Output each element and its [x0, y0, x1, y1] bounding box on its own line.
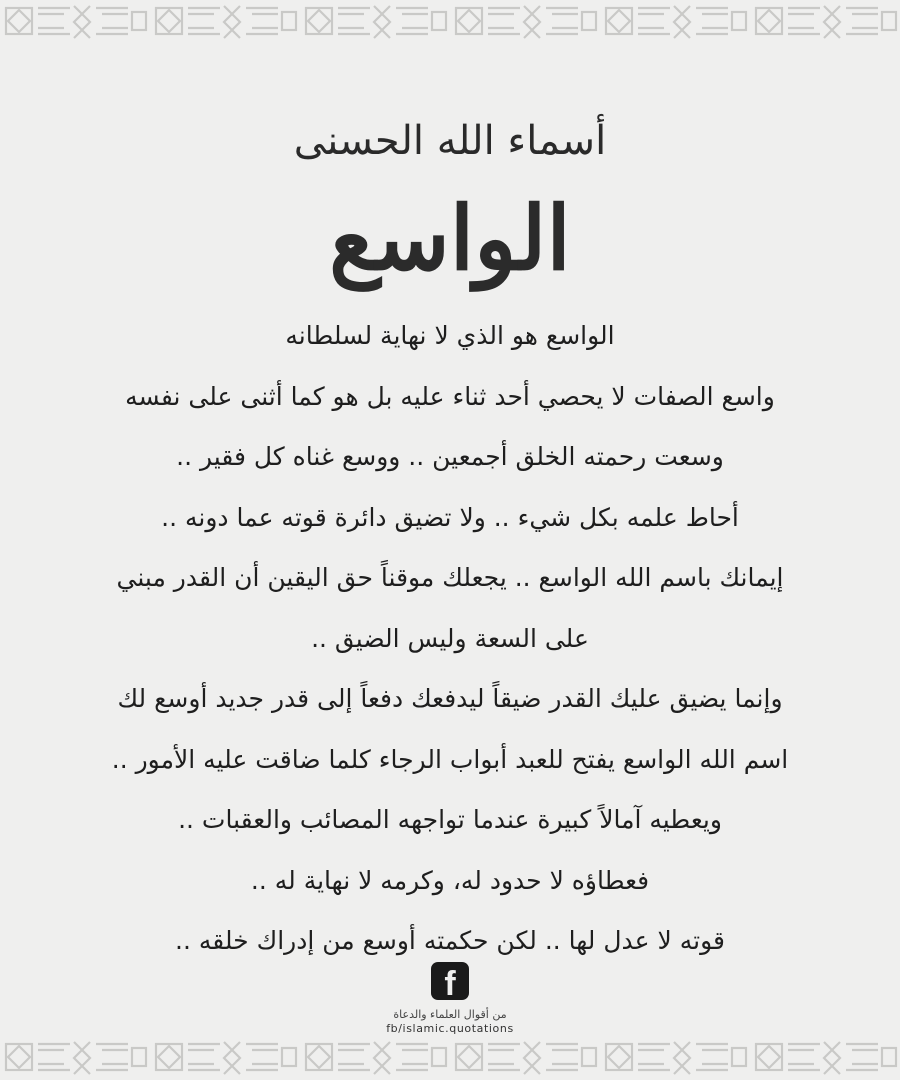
- body-text: [20, 306, 880, 972]
- text-line-10: فعطاؤه لا حدود له، وكرمه لا نهاية له ..: [250, 865, 650, 895]
- footer: [0, 962, 900, 1036]
- top-ornament-border: [0, 0, 900, 44]
- facebook-icon[interactable]: [431, 962, 469, 1003]
- text-line-8: اسم الله الواسع يفتح للعبد أبواب الرجاء كلما ضاقت عليه الأمور ..: [111, 744, 789, 774]
- text-line-7: وإنما يضيق عليك القدر ضيقاً ليدفعك دفعاً إلى قدر جديد أوسع لك: [117, 684, 783, 713]
- text-line-4: أحاط علمه بكل شيء .. ولا تضيق دائرة قوته عما دونه ..: [161, 502, 739, 532]
- text-line-1: الواسع هو الذي لا نهاية لسلطانه: [285, 321, 615, 350]
- credit-text: من أقوال العلماء والدعاة: [393, 1008, 507, 1021]
- page-title: الواسع: [329, 186, 571, 290]
- facebook-glyph: f: [444, 965, 456, 1003]
- bottom-ornament-border: [0, 1036, 900, 1080]
- text-line-6: على السعة وليس الضيق ..: [311, 623, 589, 653]
- text-line-3: وسعت رحمته الخلق أجمعين .. ووسع غناه كل فقير ..: [176, 442, 724, 471]
- text-line-5: إيمانك باسم الله الواسع .. يجعلك موقناً حق اليقين أن القدر مبني: [116, 563, 784, 592]
- text-line-11: قوته لا عدل لها .. لكن حكمته أوسع من إدراك خلقه ..: [175, 926, 725, 955]
- facebook-handle[interactable]: fb/islamic.quotations: [386, 1022, 514, 1035]
- subtitle: أسماء الله الحسنى: [293, 118, 607, 164]
- text-line-2: واسع الصفات لا يحصي أحد ثناء عليه بل هو كما أثنى على نفسه: [125, 381, 775, 411]
- header: [0, 95, 900, 293]
- text-line-9: ويعطيه آمالاً كبيرة عندما تواجهه المصائب والعقبات ..: [178, 805, 722, 834]
